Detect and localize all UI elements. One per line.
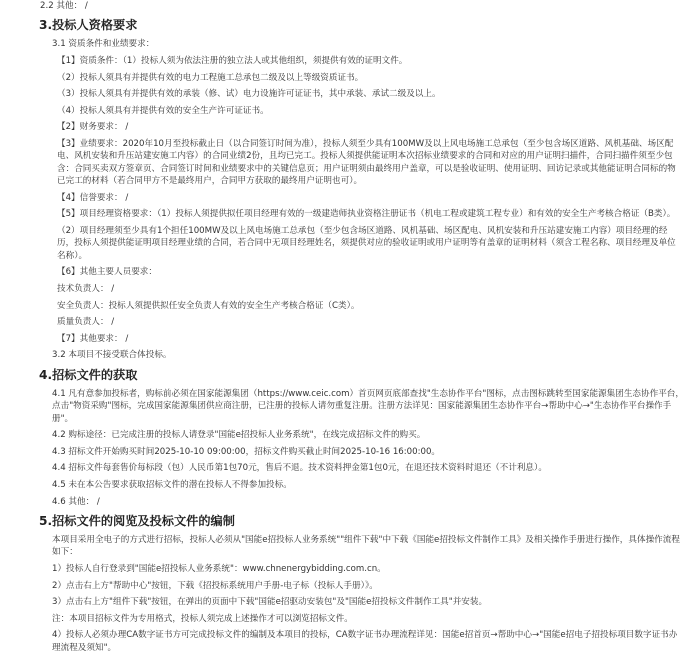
project-manager-requirement-1: 【5】项目经理资格要求：（1）投标人须提供拟任项目经理有效的一级建造师执业资格注册证书（机电工程或建筑工程专业）和有效的安全生产考核合格证（B类）。 [57, 209, 676, 220]
other-requirement: 【7】其他要求： / [57, 333, 129, 344]
section-4-heading: 4.招标文件的获取 [39, 367, 138, 382]
section-5-heading: 5.招标文件的阅览及投标文件的编制 [39, 513, 235, 528]
section-4-1: 4.1 凡有意参加投标者，购标前必须在国家能源集团（https://www.ceic.com）首页网页底部查找"生态协作平台"图标，点击图标跳转至国家能源集团生态协作平台，点击"物资采购"图标，完成国家能源集团供应商注册，已注册的投标人请勿重复注册。注册方法详见：国家能源集团生态协作平台→帮助中心→"生态协作平台操作手册"。 [52, 388, 684, 424]
qualification-1: 【1】资质条件：（1）投标人须为依法注册的独立法人或其他组织，须提供有效的证明文件。 [57, 56, 408, 66]
section-4-2: 4.2 购标途径：已完成注册的投标人请登录"国能e招投标人业务系统"，在线完成招标文件的购买。 [52, 430, 426, 441]
step-4: 4）投标人必须办理CA数字证书方可完成投标文件的编制及本项目的投标，CA数字证书办理流程详见：国能e招首页→帮助中心→"国能e招电子招投标项目数字证书办理流程及须知"。 [52, 630, 678, 653]
step-1: 1）投标人自行登录到"国能e招投标人业务系统"：www.chnenergybidding.com.cn。 [52, 563, 386, 574]
section-4-5: 4.5 未在本公告要求获取招标文件的潜在投标人不得参加投标。 [52, 479, 292, 490]
section-4-6: 4.6 其他： / [52, 496, 100, 507]
qualification-2: （2）投标人须具有并提供有效的电力工程施工总承包二级及以上等级资质证书。 [57, 72, 364, 83]
technical-lead: 技术负责人： / [57, 283, 115, 294]
performance-requirement: 【3】业绩要求：2020年10月至投标截止日（以合同签订时间为准），投标人须至少具有100MW及以上风电场施工总承包（至少包含场区道路、风机基础、场区配电、风机安装和升压站建安施工内容）的合同业绩2份，且均已完工。投标人须提供能证明本次招标业绩要求的合同和对应的用户证明扫描件，合同扫描件须至少包含：合同买卖双方签章页、合同签订时间和业绩要求中的关键信息页；用户证明须由最终用户盖章，可以是验收证明、使用证明、回访记录或其他能证明合同标的物已完工的材料（若合同甲方不是最终用户，合同甲方获取的最终用户证明也可）。 [57, 138, 676, 187]
qualification-4: （4）投标人须具有并提供有效的安全生产许可证证书。 [57, 105, 269, 116]
section-3-heading: 3.投标人资格要求 [39, 18, 138, 33]
step-2: 2）点击右上方"帮助中心"按钮，下载《招投标系统用户手册-电子标（投标人手册）》。 [52, 580, 378, 591]
section-2-2-other: 2.2 其他： / [40, 1, 88, 11]
financial-requirement: 【2】财务要求： / [57, 122, 129, 133]
section-3-2: 3.2 本项目不接受联合体投标。 [52, 350, 172, 361]
reputation-requirement: 【4】信誉要求： / [57, 192, 129, 203]
step-3: 3）点击右上方"组件下载"按钮，在弹出的页面中下载"国能e招驱动安装包"及"国能e招投标文件制作工具"并安装。 [52, 597, 488, 608]
quality-lead: 质量负责人： / [57, 317, 115, 328]
other-personnel-requirement: 【6】其他主要人员要求： [57, 267, 157, 278]
section-5-intro: 本项目采用全电子的方式进行招标，投标人必须从"国能e招投标人业务系统""组件下载"中下载《国能e招投标文件制作工具》及相关操作手册进行操作，具体操作流程如下： [52, 534, 680, 558]
project-manager-requirement-2: （2）项目经理须至少具有1个担任100MW及以上风电场施工总承包（至少包含场区道路、风机基础、场区配电、风机安装和升压站建安施工内容）项目经理的经历，投标人须提供能证明项目经理业绩的合同，若合同中无项目经理姓名，须提供对应的验收证明或用户证明等有盖章的证明材料（须含工程名称、项目经理及单位名称）。 [57, 225, 676, 261]
section-3-1-label: 3.1 资质条件和业绩要求： [52, 39, 155, 50]
safety-lead: 安全负责人：投标人须提供拟任安全负责人有效的安全生产考核合格证（C类）。 [57, 300, 360, 311]
section-4-4: 4.4 招标文件每套售价每标段（包）人民币第1包70元，售后不退。技术资料押金第1包0元，在退还技术资料时退还（不计利息）。 [52, 463, 547, 474]
format-note: 注：本项目招标文件为专用格式，投标人须完成上述操作才可以浏览招标文件。 [52, 613, 353, 624]
section-4-3: 4.3 招标文件开始购买时间2025-10-10 09:00:00，招标文件购买截止时间2025-10-16 16:00:00。 [52, 446, 441, 457]
qualification-3: （3）投标人须具有并提供有效的承装（修、试）电力设施许可证证书，其中承装、承试二级及以上。 [57, 89, 441, 100]
